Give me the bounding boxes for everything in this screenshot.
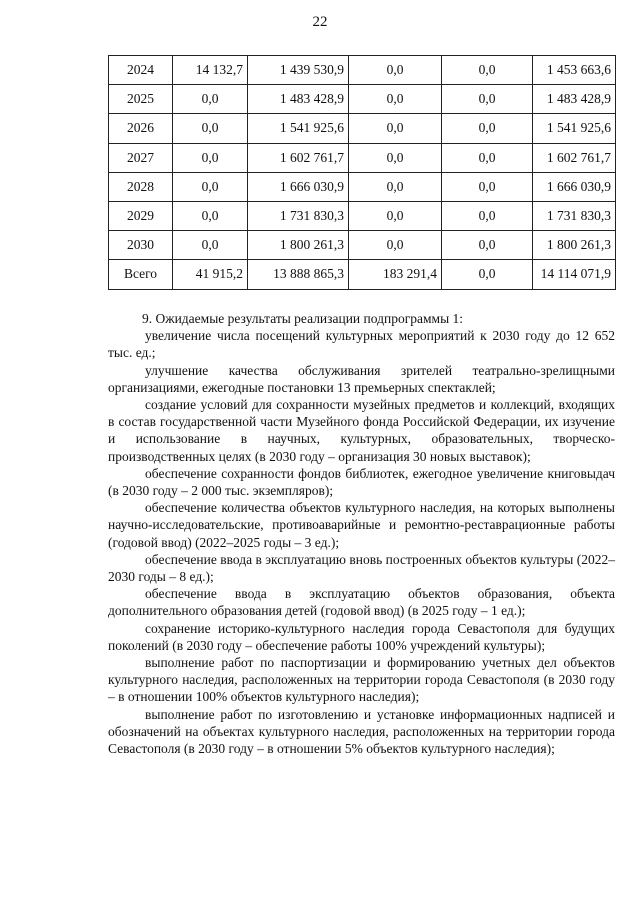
- table-cell: 0,0: [442, 114, 533, 143]
- table-cell: 0,0: [442, 260, 533, 289]
- table-cell: 0,0: [173, 85, 248, 114]
- result-paragraph: увеличение числа посещений культурных мероприятий к 2030 году до 12 652 тыс. ед.;: [108, 328, 615, 361]
- table-cell: 1 602 761,7: [533, 143, 616, 172]
- table-cell: 0,0: [173, 201, 248, 230]
- table-cell: 183 291,4: [349, 260, 442, 289]
- table-row: [109, 114, 616, 143]
- table-cell: 2026: [109, 114, 173, 143]
- table-cell: 1 666 030,9: [248, 172, 349, 201]
- table-cell: 1 666 030,9: [533, 172, 616, 201]
- table-cell: 0,0: [349, 172, 442, 201]
- result-paragraph: создание условий для сохранности музейных предметов и коллекций, входящих в состав государственной части Музейного фонда Российской Федерации, их изучение и использование в научных, культурных, образовательных, творческо-производственных целях (в 2030 году – организация 30 новых выставок);: [108, 397, 615, 464]
- result-paragraph: улучшение качества обслуживания зрителей театрально-зрелищными организациями, ежегодные постановки 13 премьерных спектаклей;: [108, 362, 615, 395]
- table-cell: 0,0: [349, 56, 442, 85]
- result-paragraph: обеспечение ввода в эксплуатацию объектов образования, объекта дополнительного образования детей (годовой ввод) (в 2025 году – 1 ед.);: [108, 586, 615, 619]
- table-cell: 2029: [109, 201, 173, 230]
- result-paragraph: обеспечение ввода в эксплуатацию вновь построенных объектов культуры (2022–2030 годы – 8 ед.);: [108, 551, 615, 585]
- table-cell: 0,0: [349, 85, 442, 114]
- table-row-total: [109, 260, 616, 289]
- table-cell: 1 602 761,7: [248, 143, 349, 172]
- table-row: [109, 231, 616, 260]
- table-cell: 1 439 530,9: [248, 56, 349, 85]
- table-cell: 1 483 428,9: [248, 85, 349, 114]
- table-row: [109, 85, 616, 114]
- table-cell: 1 541 925,6: [248, 114, 349, 143]
- table-cell: 0,0: [173, 114, 248, 143]
- table-cell: 0,0: [442, 201, 533, 230]
- expected-results-section: [108, 310, 615, 757]
- result-paragraph: выполнение работ по паспортизации и формированию учетных дел объектов культурного наследия, расположенных на территории города Севастополя (в 2030 году – в отношении 100% объектов культурного наследия);: [108, 655, 615, 705]
- table-row: [109, 143, 616, 172]
- table-cell: 0,0: [173, 172, 248, 201]
- page-number: 22: [312, 14, 328, 30]
- table-cell: 13 888 865,3: [248, 260, 349, 289]
- table-cell: 0,0: [442, 56, 533, 85]
- table-cell: 0,0: [173, 143, 248, 172]
- table-cell: 1 453 663,6: [533, 56, 616, 85]
- table-row: [109, 172, 616, 201]
- table-cell: 0,0: [349, 231, 442, 260]
- table-cell: 14 132,7: [173, 56, 248, 85]
- result-paragraph: обеспечение количества объектов культурного наследия, на которых выполнены научно-исследовательские, противоаварийные и ремонтно-реставрационные работы (годовой ввод) (2022–2025 годы – 3 ед.);: [108, 500, 615, 550]
- table-row: [109, 201, 616, 230]
- table-cell: 0,0: [442, 172, 533, 201]
- table-cell: 14 114 071,9: [533, 260, 616, 289]
- table-cell: 1 731 830,3: [248, 201, 349, 230]
- table-cell: 41 915,2: [173, 260, 248, 289]
- result-paragraph: выполнение работ по изготовлению и установке информационных надписей и обозначений на объектах культурного наследия, расположенных на территории города Севастополя (в 2030 году – в отношении 5% объектов культурного наследия);: [108, 706, 615, 757]
- table-cell: 0,0: [349, 143, 442, 172]
- table-cell: 0,0: [442, 85, 533, 114]
- table-cell: 2025: [109, 85, 173, 114]
- table-cell: Всего: [109, 260, 173, 289]
- table-cell: 2024: [109, 56, 173, 85]
- table-cell: 1 731 830,3: [533, 201, 616, 230]
- table-row: [109, 56, 616, 85]
- table-cell: 0,0: [173, 231, 248, 260]
- result-paragraph: сохранение историко-культурного наследия города Севастополя для будущих поколений (в 2030 году – обеспечение работы 100% учреждений культуры);: [108, 620, 615, 653]
- table-cell: 2027: [109, 143, 173, 172]
- table-cell: 0,0: [349, 201, 442, 230]
- section-heading: 9. Ожидаемые результаты реализации подпрограммы 1:: [142, 311, 464, 326]
- financing-table: [108, 55, 616, 290]
- table-cell: 0,0: [349, 114, 442, 143]
- table-cell: 2030: [109, 231, 173, 260]
- table-cell: 2028: [109, 172, 173, 201]
- table-cell: 1 483 428,9: [533, 85, 616, 114]
- table-cell: 1 541 925,6: [533, 114, 616, 143]
- result-paragraph: обеспечение сохранности фондов библиотек, ежегодное увеличение книговыдач (в 2030 году – 2 000 тыс. экземпляров);: [108, 465, 615, 499]
- table-cell: 1 800 261,3: [533, 231, 616, 260]
- table-cell: 1 800 261,3: [248, 231, 349, 260]
- table-cell: 0,0: [442, 143, 533, 172]
- table-cell: 0,0: [442, 231, 533, 260]
